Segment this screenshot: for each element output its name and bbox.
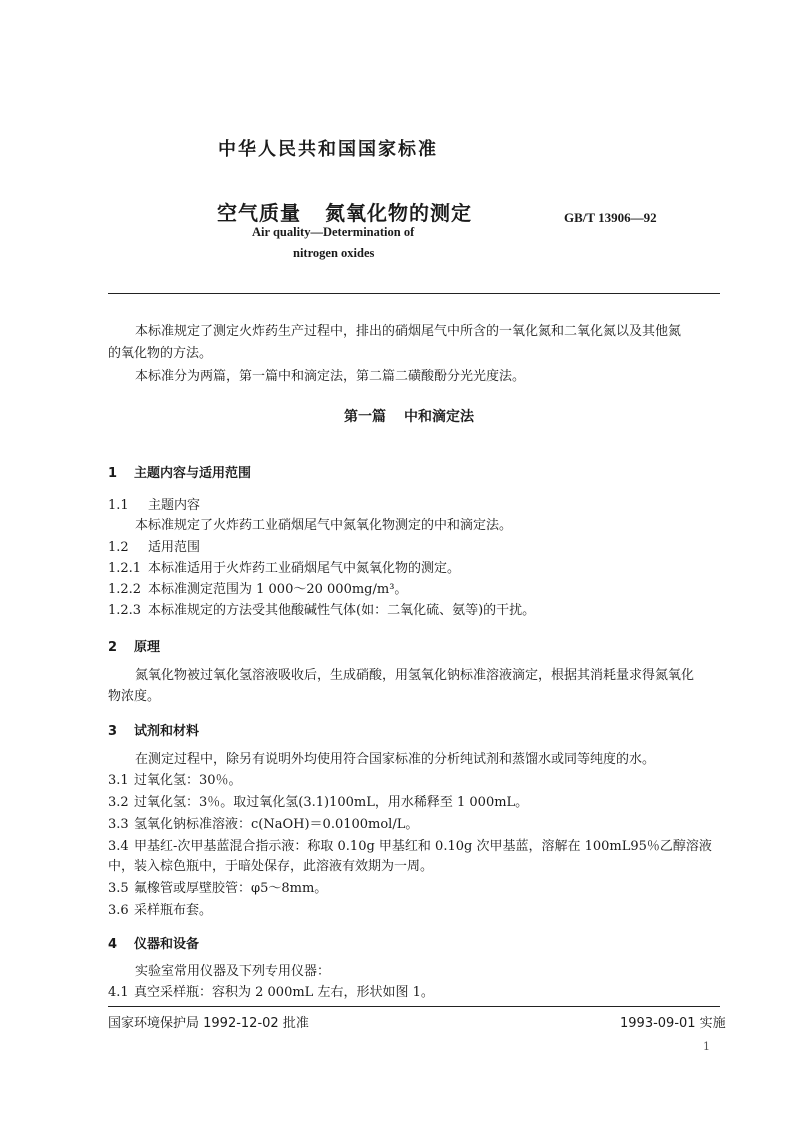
section-2-heading [108,636,160,655]
section-title: 主题内容 [148,498,201,513]
title-part1: 空气质量 [217,201,301,225]
approval-info: 国家环境保护局 1992-12-02 批准 [108,1016,309,1031]
section-number: 1.2.3 [108,603,142,618]
section-text: 氢氧化钠标准溶液：c(NaOH)＝0.0100mol/L。 [134,817,419,832]
section-text: 本标准规定的方法受其他酸碱性气体(如：二氧化硫、氨等)的干扰。 [148,603,536,618]
section-number: 4 [108,937,118,952]
section-number: 4.1 [108,985,129,1000]
document-title-en-line2: nitrogen oxides [293,246,375,260]
standard-code: GB/T 13906—92 [564,210,657,225]
section-4-intro: 实验室常用仪器及下列专用仪器： [135,964,331,979]
section-1-1-text: 本标准规定了火炸药工业硝烟尾气中氮氧化物测定的中和滴定法。 [135,518,513,533]
section-number: 1.2 [108,540,129,555]
section-text: 过氧化氢：3％。取过氧化氢(3.1)100mL，用水稀释至 1 000mL。 [134,795,529,810]
document-title-cn [217,197,472,226]
section-1-1-heading [108,496,200,516]
section-number: 3.3 [108,817,129,832]
standard-title: 中华人民共和国国家标准 [218,139,438,160]
section-3-2 [108,793,528,813]
section-3-intro: 在测定过程中，除另有说明外均使用符合国家标准的分析纯试剂和蒸馏水或同等纯度的水。 [135,752,656,767]
section-number: 3 [108,724,118,739]
section-3-heading [108,720,199,739]
section-number: 3.6 [108,903,129,918]
section-number: 3.5 [108,881,129,896]
section-number: 1 [108,466,118,481]
section-text: 采样瓶布套。 [134,903,213,918]
section-4-heading [108,933,199,952]
section-1-2-2 [108,580,407,600]
section-3-1 [108,771,242,791]
section-3-3 [108,815,418,835]
part-label: 第一篇 [344,409,386,425]
section-4-1 [108,983,434,1003]
section-title: 主题内容与适用范围 [134,466,252,481]
section-text: 本标准适用于火炸药工业硝烟尾气中氮氧化物的测定。 [148,561,461,576]
section-text: 氟橡管或厚壁胶管：φ5～8mm。 [134,881,328,896]
section-number: 3.4 [108,839,129,854]
section-title: 试剂和材料 [134,724,200,739]
section-title: 仪器和设备 [134,937,200,952]
header-rule [108,293,720,294]
section-number: 1.2.2 [108,582,142,597]
section-number: 1.1 [108,498,129,513]
section-number: 3.1 [108,773,129,788]
part-heading [344,406,474,426]
implementation-info: 1993-09-01 实施 [620,1016,726,1031]
section-1-2-3 [108,601,535,621]
section-number: 3.2 [108,795,129,810]
section-3-6 [108,901,212,921]
section-1-heading [108,462,251,481]
document-title-en-line1: Air quality—Determination of [252,225,415,239]
section-number: 2 [108,640,118,655]
section-title: 原理 [134,640,161,655]
section-2-text-line2: 物浓度。 [108,689,161,704]
section-1-2-heading [108,538,200,558]
intro-para1-line2: 的氧化物的方法。 [108,346,213,361]
intro-para2: 本标准分为两篇，第一篇中和滴定法，第二篇二磺酸酚分光光度法。 [135,369,526,384]
section-text: 真空采样瓶：容积为 2 000mL 左右，形状如图 1。 [134,985,434,1000]
section-text: 过氧化氢：30％。 [134,773,242,788]
section-3-4-line1 [108,837,712,857]
section-1-2-1 [108,559,460,579]
section-text: 本标准测定范围为 1 000～20 000mg/m³。 [148,582,408,597]
section-2-text-line1: 氮氧化物被过氧化氢溶液吸收后，生成硝酸，用氢氧化钠标准溶液滴定，根据其消耗量求得氮氧化 [135,668,695,683]
section-3-4-line2: 中，装入棕色瓶中，于暗处保存，此溶液有效期为一周。 [108,859,434,874]
section-title: 适用范围 [148,540,201,555]
section-3-5 [108,879,327,899]
section-text: 甲基红-次甲基蓝混合指示液：称取 0.10g 甲基红和 0.10g 次甲基蓝，溶解在 100mL95％乙醇溶液 [134,839,712,854]
section-number: 1.2.1 [108,561,142,576]
title-part2: 氮氧化物的测定 [325,201,472,225]
intro-para1-line1: 本标准规定了测定火炸药生产过程中，排出的硝烟尾气中所含的一氧化氮和二氧化氮以及其他氮 [135,324,682,339]
part-name: 中和滴定法 [404,409,474,425]
page-number: 1 [703,1040,710,1053]
footer-rule [108,1006,720,1007]
